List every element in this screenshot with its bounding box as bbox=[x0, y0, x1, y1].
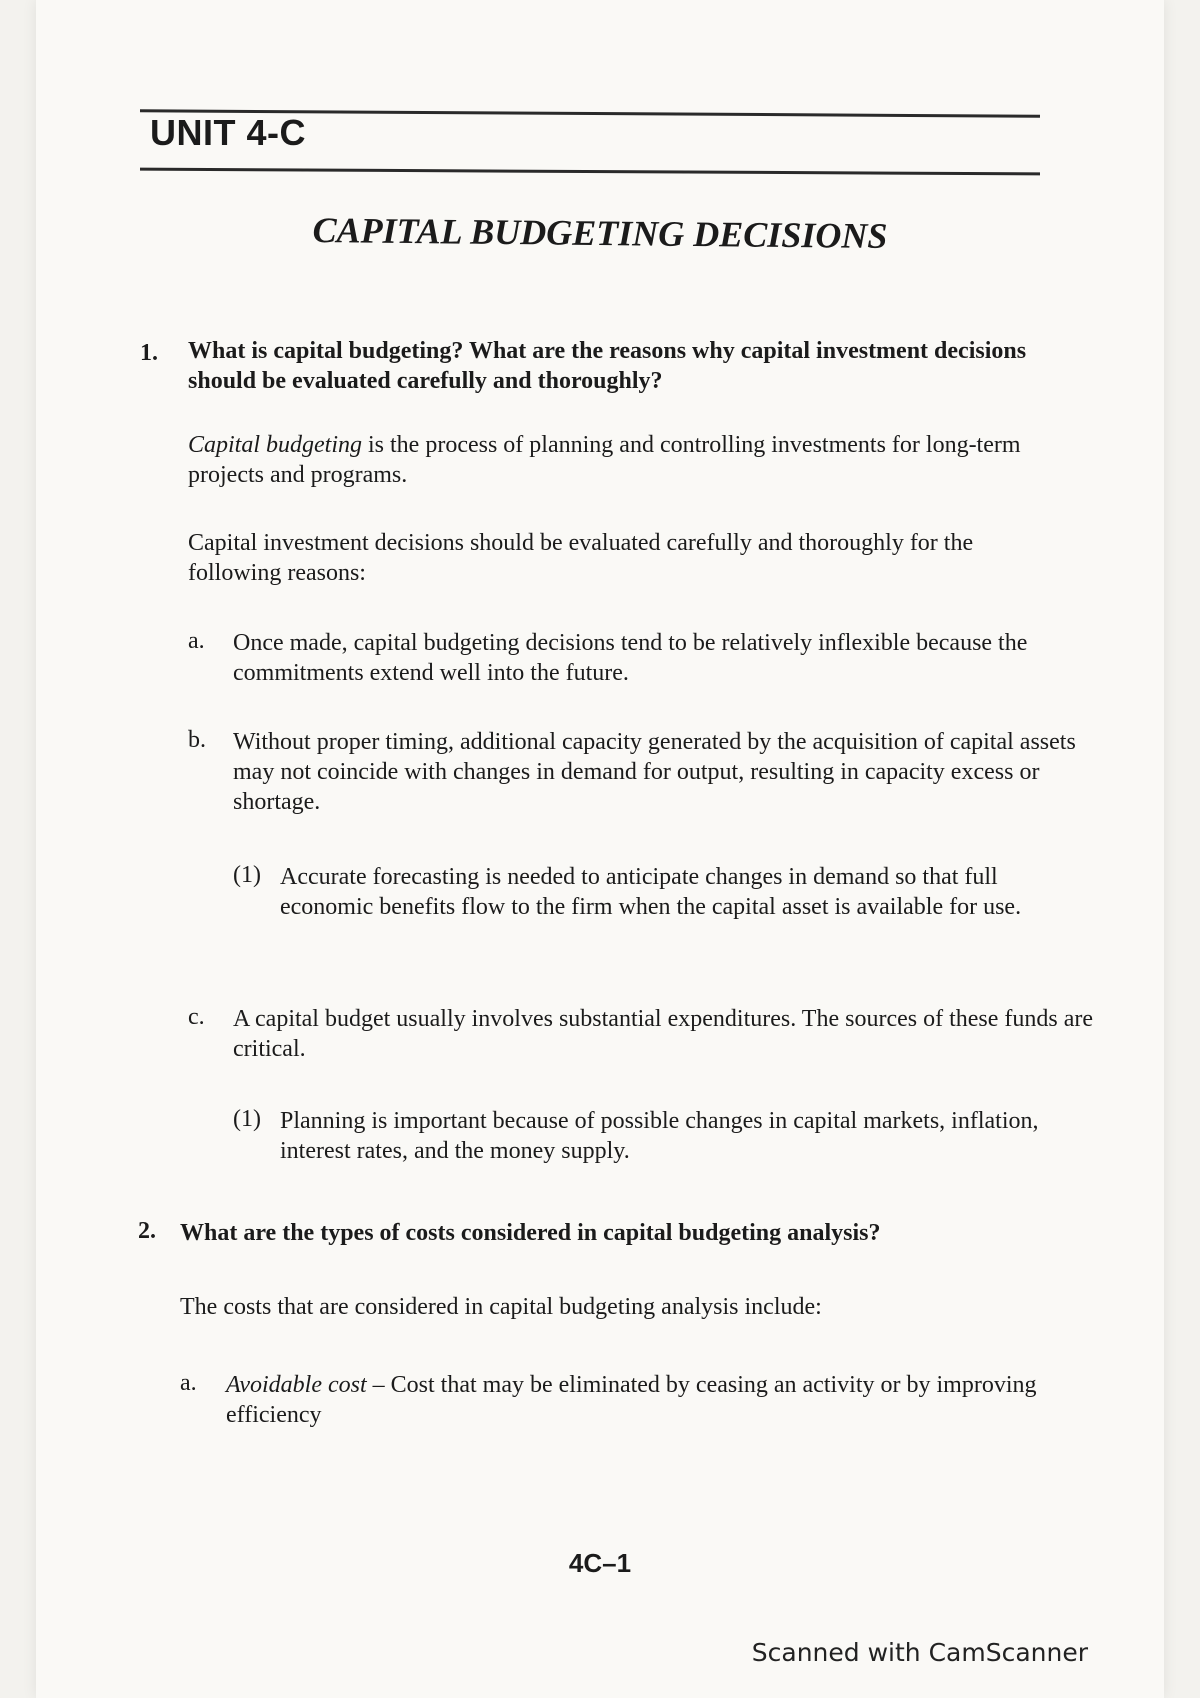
item-b-sub-text: Accurate forecasting is needed to anticipate changes in demand so that full economic benefits flow to the firm when the capital asset is available for use. bbox=[280, 864, 1022, 920]
question-2-text: What are the types of costs considered in capital budgeting analysis? bbox=[180, 1220, 881, 1246]
definition-term: Capital budgeting bbox=[188, 432, 362, 458]
item-b-sub-marker: (1) bbox=[233, 862, 261, 888]
item-b-marker: b. bbox=[188, 727, 206, 753]
question-2-number: 2. bbox=[138, 1218, 156, 1244]
unit-heading: UNIT 4-C bbox=[150, 112, 306, 153]
definition-text: is the process of planning and controlling investments for long-term projects and programs. bbox=[188, 432, 1021, 488]
cost-a-text bbox=[226, 1370, 1106, 1430]
avoidable-cost-term: Avoidable cost bbox=[226, 1372, 367, 1398]
item-c-marker: c. bbox=[188, 1004, 205, 1030]
item-a-marker: a. bbox=[188, 628, 205, 654]
item-c-sub-marker: (1) bbox=[233, 1106, 261, 1132]
page-title: CAPITAL BUDGETING DECISIONS bbox=[312, 209, 888, 257]
item-c-sub-text: Planning is important because of possible changes in capital markets, inflation, interest rates, and the money supply. bbox=[280, 1108, 1039, 1164]
page-number: 4C–1 bbox=[568, 1548, 632, 1578]
reasons-intro: Capital investment decisions should be evaluated carefully and thoroughly for the following reasons: bbox=[188, 530, 974, 586]
item-c-text: A capital budget usually involves substantial expenditures. The sources of these funds are critical. bbox=[233, 1006, 1094, 1062]
camscanner-watermark: Scanned with CamScanner bbox=[751, 1638, 1088, 1667]
cost-a-marker: a. bbox=[180, 1370, 197, 1396]
capital-budgeting-definition bbox=[188, 430, 1058, 490]
question-1-text: What is capital budgeting? What are the reasons why capital investment decisions should be evaluated carefully and thoroughly? bbox=[188, 338, 1027, 394]
question-1-number: 1. bbox=[140, 340, 158, 366]
costs-intro: The costs that are considered in capital budgeting analysis include: bbox=[180, 1294, 822, 1320]
item-a-text: Once made, capital budgeting decisions tend to be relatively inflexible because the commitments extend well into the future. bbox=[233, 630, 1028, 686]
item-b-text: Without proper timing, additional capacity generated by the acquisition of capital assets may not coincide with changes in demand for output, resulting in capacity excess or shortage. bbox=[233, 729, 1076, 815]
avoidable-cost-definition: – Cost that may be eliminated by ceasing an activity or by improving efficiency bbox=[226, 1372, 1037, 1428]
